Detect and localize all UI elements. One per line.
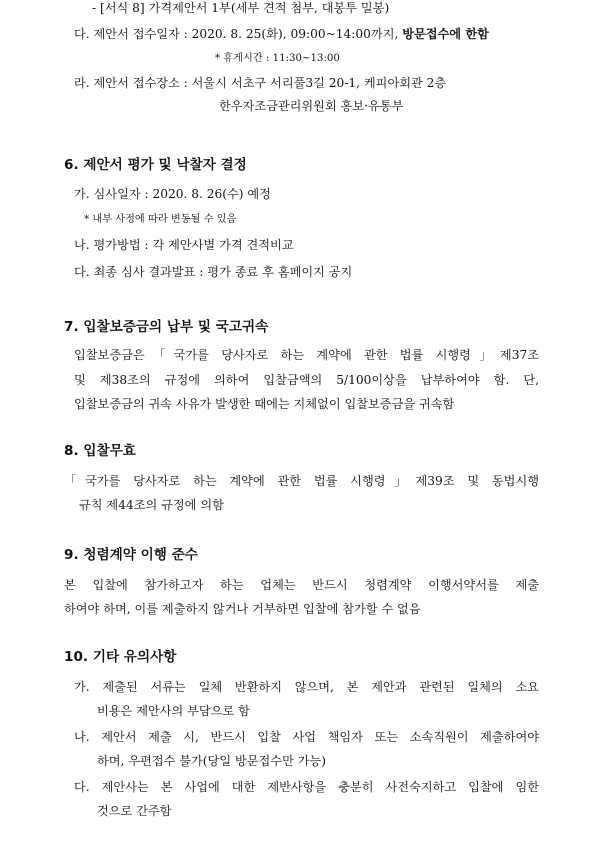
section-6-item-b: 나. 평가방법 : 각 제안사별 가격 견적비교 (74, 238, 294, 252)
section-8-title: 8. 입찰무효 (64, 443, 136, 459)
attachment-line: - [서식 8] 가격제안서 1부(세부 견적 첨부, 대봉투 밀봉) (92, 1, 390, 15)
submit-place-line: 라. 제안서 접수장소 : 서울시 서초구 서리풀3길 20-1, 케피아회관 2층 (74, 76, 447, 90)
section-6-item-a: 가. 심사일자 : 2020. 8. 26(수) 예정 (74, 187, 271, 201)
section-8-line-2: 규칙 제44조의 규정에 의함 (79, 498, 224, 512)
section-7-title: 7. 입찰보증금의 납부 및 국고귀속 (64, 319, 269, 335)
section-7-line-1: 입찰보증금은「국가를 당사자로 하는 계약에 관한 법률 시행령」제37조 (74, 348, 539, 362)
submit-date-emphasis: 방문접수에 한함 (402, 27, 489, 41)
submit-date-line (74, 26, 489, 42)
section-10-title: 10. 기타 유의사항 (64, 649, 177, 665)
section-10-item-b-line-2: 하며, 우편접수 불가(당일 방문접수만 가능) (97, 754, 327, 768)
submit-date-text: 다. 제안서 접수일자 : 2020. 8. 25(화), 09:00~14:00까지, (74, 27, 403, 41)
section-10-item-c-line-2: 것으로 간주함 (97, 804, 172, 818)
section-6-note: * 내부 사정에 따라 변동될 수 있음 (84, 214, 237, 225)
break-time-note: * 휴게시간 : 11:30~13:00 (215, 53, 340, 64)
section-9-line-2: 하여야 하며, 이를 제출하지 않거나 거부하면 입찰에 참가할 수 없음 (64, 602, 421, 616)
section-8-line-1: 「국가를 당사자로 하는 계약에 관한 법률 시행령」제39조 및 동법시행 (64, 474, 539, 488)
section-10-item-a-line-1: 가. 제출된 서류는 일체 반환하지 않으며, 본 제안과 관련된 일체의 소요 (74, 680, 539, 694)
section-10-item-c-line-1: 다. 제안사는 본 사업에 대한 제반사항을 충분히 사전숙지하고 입찰에 임한 (74, 780, 539, 794)
section-6-title: 6. 제안서 평가 및 낙찰자 결정 (64, 157, 247, 173)
section-9-line-1: 본 입찰에 참가하고자 하는 업체는 반드시 청렴계약 이행서약서를 제출 (64, 578, 539, 592)
submit-place-dept: 한우자조금관리위원회 홍보·유통부 (219, 99, 404, 113)
section-7-line-2: 및 제38조의 규정에 의하여 입찰금액의 5/100이상을 납부하여야 함. 단, (74, 373, 539, 387)
section-9-title: 9. 청렴계약 이행 준수 (64, 547, 198, 563)
section-10-item-a-line-2: 비용은 제안사의 부담으로 함 (97, 704, 250, 718)
section-10-item-b-line-1: 나. 제안서 제출 시, 반드시 입찰 사업 책임자 또는 소속직원이 제출하여야 (74, 730, 539, 744)
section-7-line-3: 입찰보증금의 귀속 사유가 발생한 때에는 지체없이 입찰보증금을 귀속함 (74, 397, 455, 411)
section-6-item-c: 다. 최종 심사 결과발표 : 평가 종료 후 홈페이지 공지 (74, 265, 353, 279)
